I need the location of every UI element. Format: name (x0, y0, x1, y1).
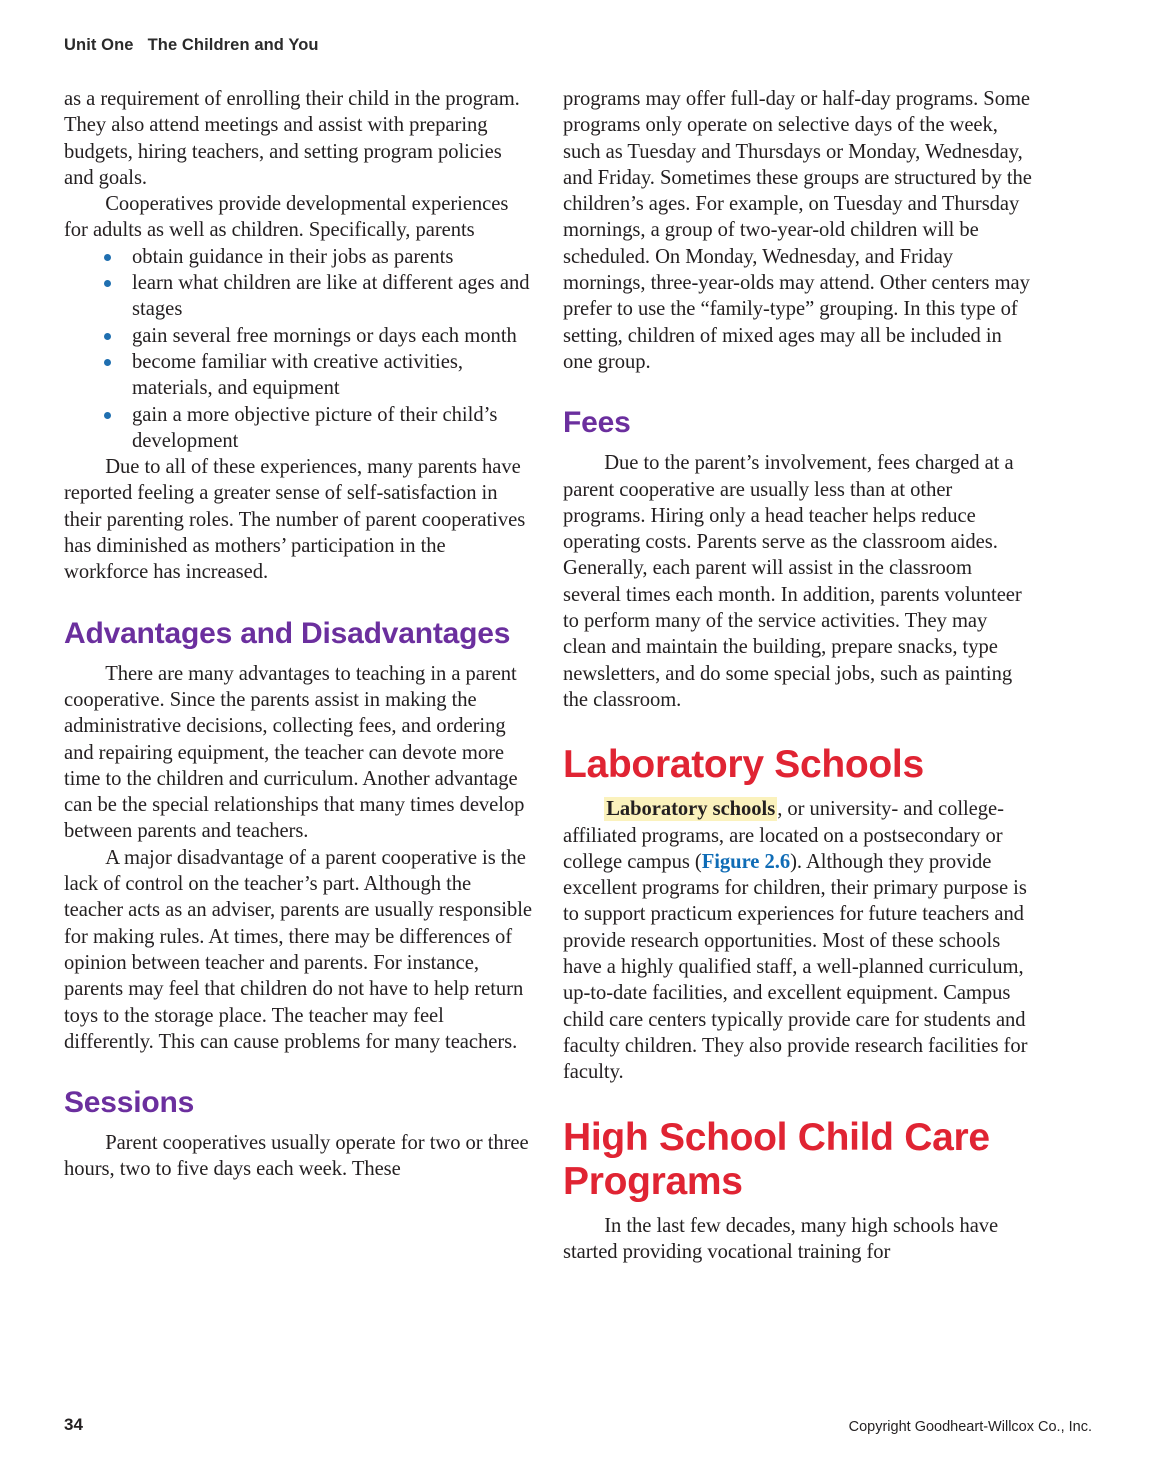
left-paragraph-5: A major disadvantage of a parent cooperative is the lack of control on the teacher’s part. Although the teacher acts as an adviser, parents are usually responsible for making rules. At times, there may be differences of opinion between teacher and parents. For instance, parents may feel that children do not have to help return toys to the storage place. The teacher may feel differently. This can cause problems for many teachers. (64, 846, 532, 1053)
lab-text-part-a: , or university- and college-affiliated programs, are located on a postsecondary or college campus ( (563, 798, 1004, 873)
bullet-dot-icon (104, 412, 111, 419)
list-item-label: obtain guidance in their jobs as parents (132, 245, 454, 268)
list-item-label: learn what children are like at different ages and stages (132, 272, 530, 321)
list-item (64, 270, 533, 323)
heading-sessions: Sessions (64, 1086, 195, 1120)
heading-high-school-child-care-programs: High School Child Care Programs (563, 1115, 990, 1203)
spacer (563, 787, 1032, 796)
spacer (64, 1121, 533, 1130)
heading-fees: Fees (563, 406, 631, 440)
bullet-dot-icon (104, 254, 111, 261)
list-item (64, 349, 533, 402)
spacer (64, 652, 533, 661)
right-column (563, 86, 1032, 1361)
spacer (563, 713, 1032, 743)
figure-reference-link[interactable]: Figure 2.6 (701, 850, 791, 873)
heading-laboratory-schools: Laboratory Schools (563, 743, 924, 787)
spacer (563, 375, 1032, 405)
heading-advantages-and-disadvantages: Advantages and Disadvantages (64, 616, 511, 650)
list-item (64, 402, 533, 455)
left-column (64, 86, 533, 1361)
left-paragraph-4: There are many advantages to teaching in a parent cooperative. Since the parents assist in making the administrative decisions, collecting fees, and ordering and repairing equipment, the teacher can devote more time to the children and curriculum. Another advantage can be the special relationships that many times develop between parents and teachers. (64, 662, 525, 843)
spacer (64, 586, 533, 616)
right-paragraph-1: programs may offer full-day or half-day programs. Some programs only operate on selective days of the week, such as Tuesday and Thursdays or Monday, Wednesday, and Friday. Sometimes these groups are structured by the children’s ages. For example, on Tuesday and Thursday mornings, a group of two-year-old children will be scheduled. On Monday, Wednesday, and Friday mornings, three-year-olds may attend. Other centers may prefer to use the “family-type” grouping. In this type of setting, children of mixed ages may all be included in one group. (563, 88, 1032, 373)
spacer (563, 1204, 1032, 1213)
lab-text-part-b: ). Although they provide excellent programs for children, their primary purpose is to support practicum experiences for future teachers and provide research opportunities. Most of these schools have a highly qualified staff, a well-planned curriculum, up-to-date facilities, and excellent equipment. Campus child care centers typically provide care for students and faculty children. They also provide research facilities for faculty. (563, 850, 1028, 1084)
key-term-laboratory-schools: Laboratory schools (606, 798, 776, 821)
right-paragraph-laboratory (563, 796, 1032, 1085)
benefits-list (64, 244, 533, 454)
list-item-label: gain a more objective picture of their child’s development (132, 403, 498, 452)
list-item (64, 323, 533, 349)
two-column-body (64, 86, 1032, 1361)
page-number: 34 (64, 1415, 83, 1434)
list-item (64, 244, 533, 270)
list-item-label: become familiar with creative activities, materials, and equipment (132, 350, 464, 400)
bullet-dot-icon (104, 359, 111, 366)
left-paragraph-1: as a requirement of enrolling their child in the program. They also attend meetings and assist with preparing budgets, hiring teachers, and setting program policies and goals. (64, 88, 520, 189)
bullet-dot-icon (104, 333, 111, 340)
spacer (563, 441, 1032, 450)
running-head: Unit One The Children and You (64, 36, 319, 54)
right-paragraph-3: In the last few decades, many high schools have started providing vocational training for (563, 1214, 999, 1263)
left-paragraph-6: Parent cooperatives usually operate for two or three hours, two to five days each week. These (64, 1132, 529, 1181)
spacer (563, 1086, 1032, 1116)
list-item-label: gain several free mornings or days each month (132, 324, 517, 347)
right-paragraph-2: Due to the parent’s involvement, fees charged at a parent cooperative are usually less than at other programs. Hiring only a head teacher helps reduce operating costs. Parents serve as the classroom aides. Generally, each parent will assist in the classroom several times each month. In addition, parents volunteer to perform many of the service activities. They may clean and maintain the building, prepare snacks, type newsletters, and do some special jobs, such as painting the classroom. (563, 452, 1022, 711)
spacer (64, 1055, 533, 1085)
bullet-dot-icon (104, 280, 111, 287)
copyright-notice: Copyright Goodheart-Willcox Co., Inc. (848, 1419, 1092, 1435)
left-paragraph-2: Cooperatives provide developmental experiences for adults as well as children. Specifically, parents (64, 193, 509, 242)
left-paragraph-3: Due to all of these experiences, many parents have reported feeling a greater sense of self-satisfaction in their parenting roles. The number of parent cooperatives has diminished as mothers’ participation in the workforce has increased. (64, 456, 526, 584)
